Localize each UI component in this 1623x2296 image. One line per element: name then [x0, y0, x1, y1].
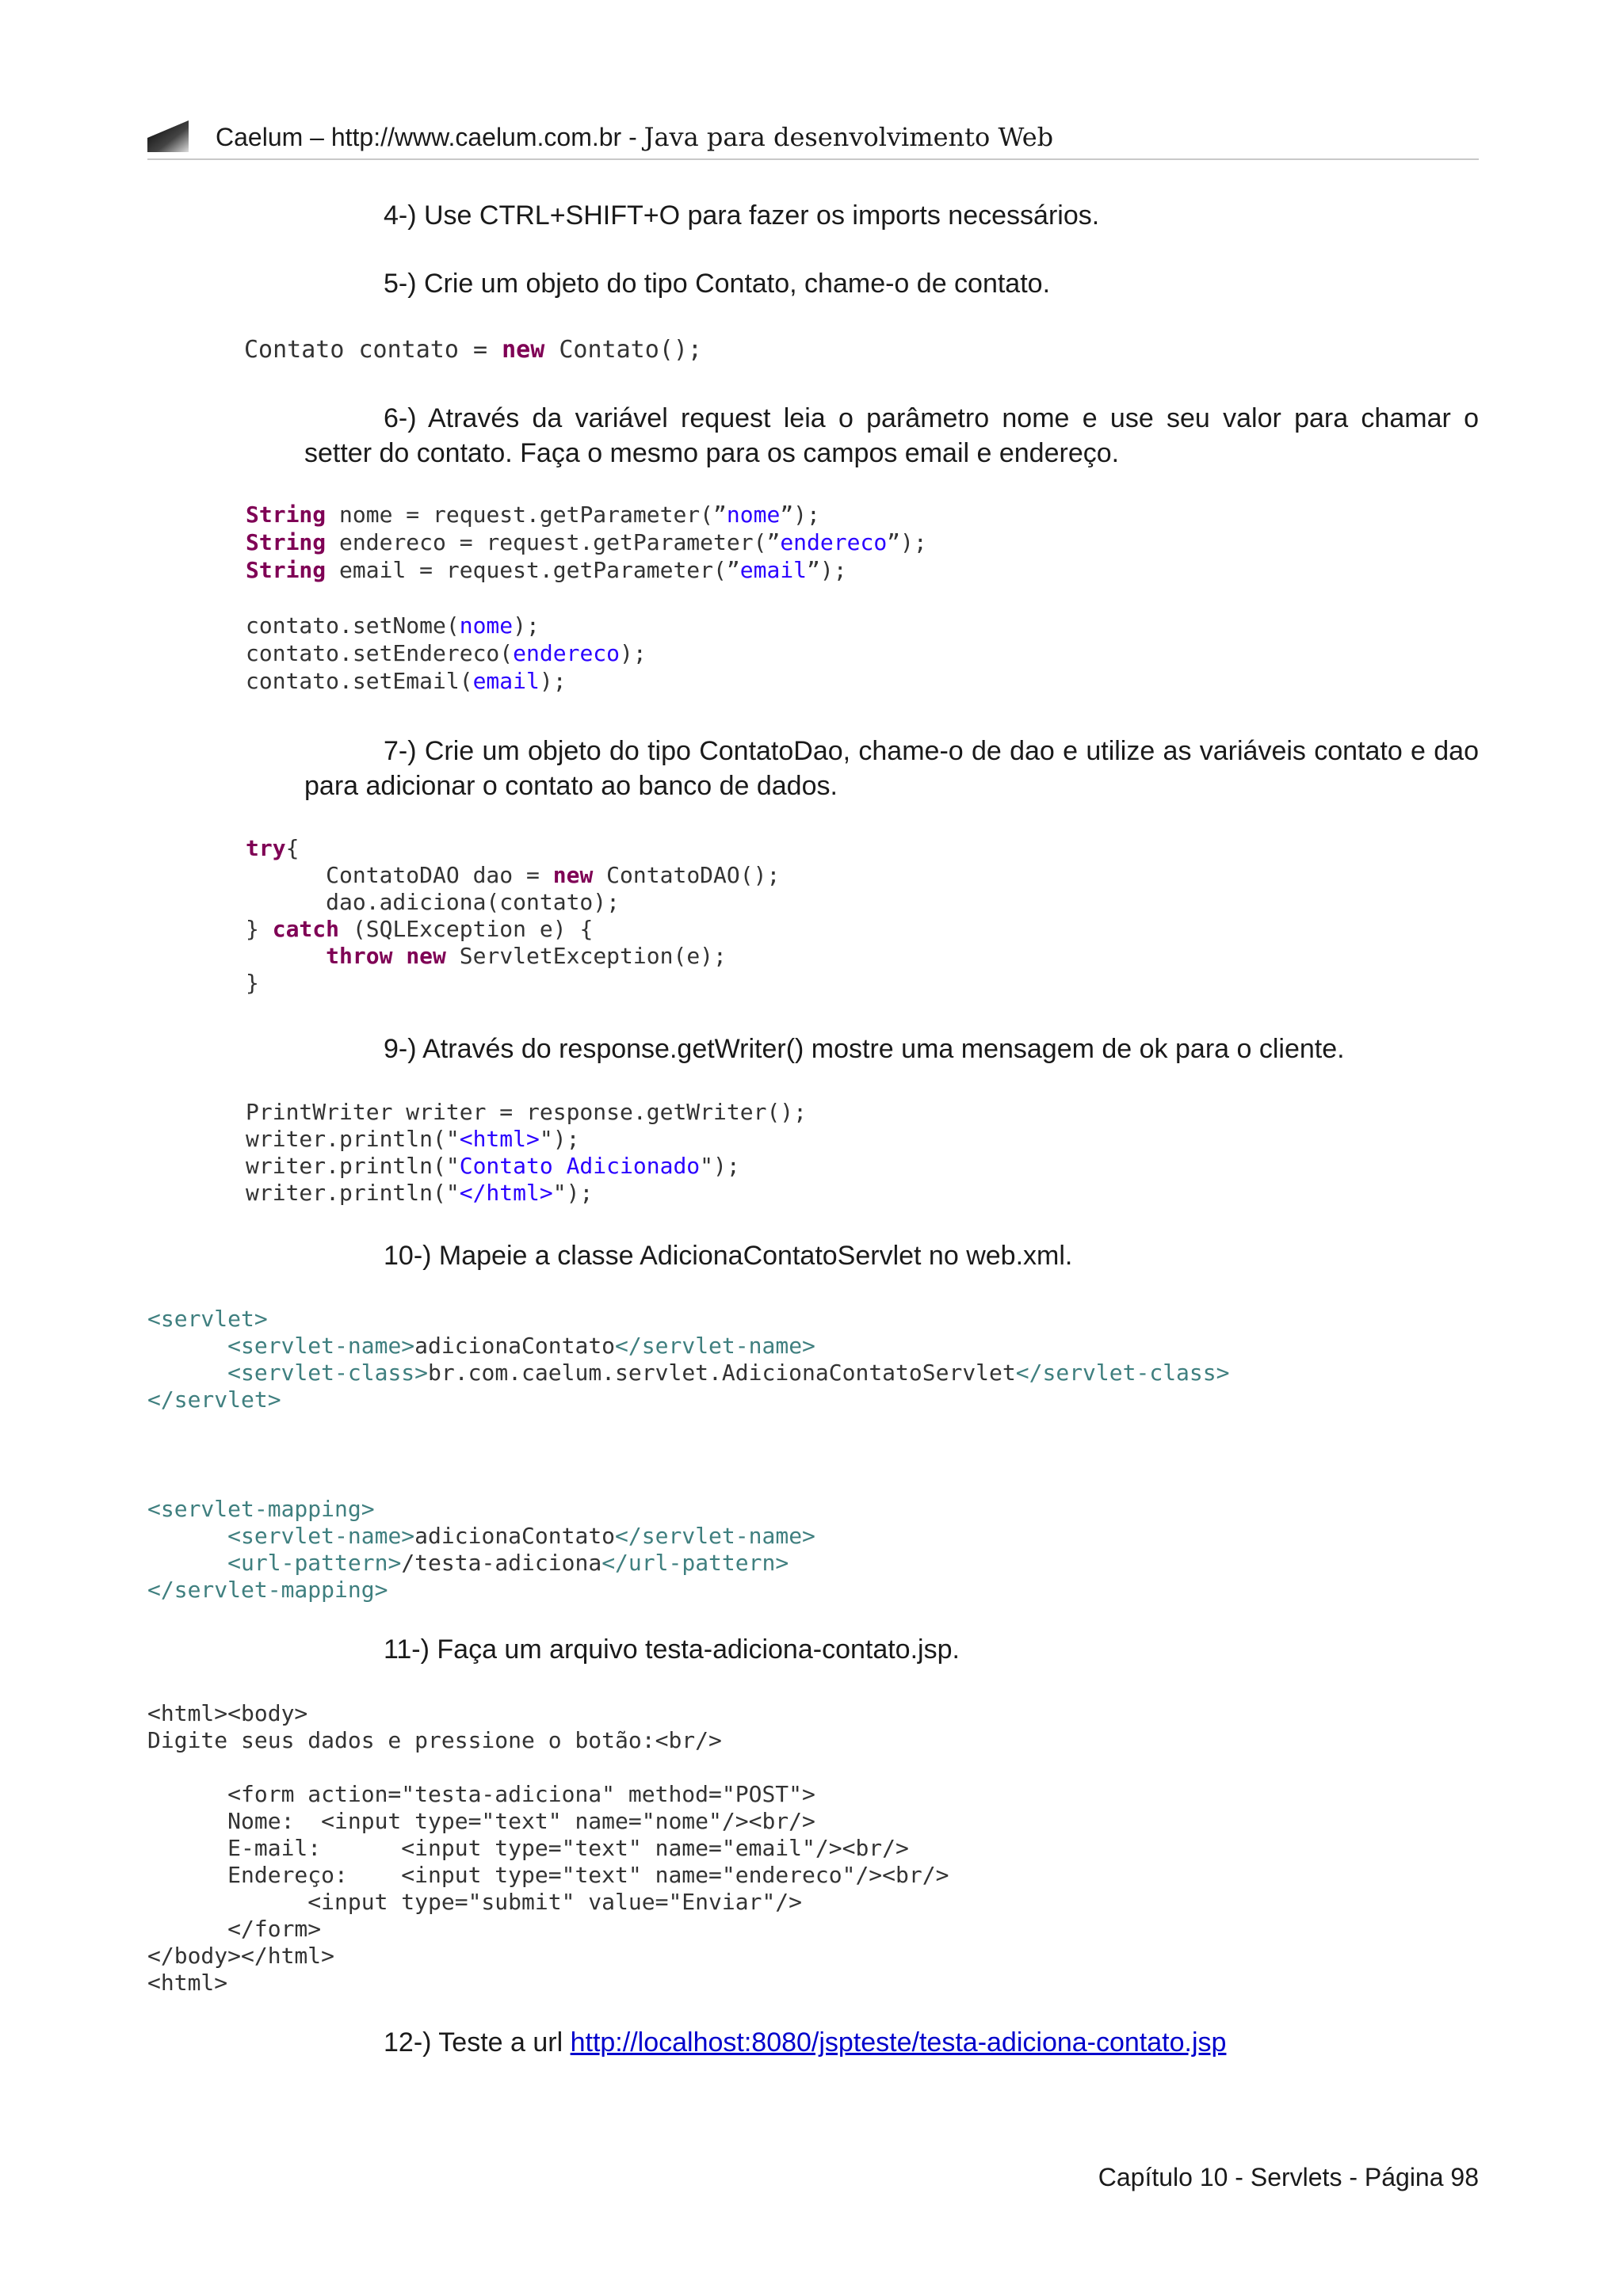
code-text [392, 943, 406, 969]
code-keyword: catch [272, 916, 340, 942]
header-text [216, 122, 1053, 152]
code-text: adicionaContato [414, 1523, 616, 1549]
step-6 [304, 401, 1479, 471]
code-line [246, 501, 927, 528]
header-title: Java para desenvolvimento Web [643, 122, 1054, 152]
code-text: nome = request.getParameter(” [326, 502, 727, 528]
step-4: 4-) Use CTRL+SHIFT+O para fazer os imports necessários. [384, 200, 1100, 231]
code-text: adicionaContato [414, 1333, 616, 1359]
code-line [246, 584, 927, 612]
code-line [147, 1754, 949, 1781]
code-tag: </servlet-name> [615, 1523, 815, 1549]
code-text: Digite seus dados e pressione o botão:<br/> [147, 1727, 722, 1753]
code-line [147, 1700, 949, 1727]
code-text: dao.adiciona(contato); [246, 889, 621, 915]
code-line [246, 667, 927, 695]
step-12 [384, 2025, 1226, 2060]
code-line [147, 1306, 1229, 1333]
code-line [246, 612, 927, 639]
code-text [147, 1523, 227, 1549]
code-line [246, 1180, 807, 1207]
code-text: <html> [147, 1970, 228, 1996]
step-7 [304, 734, 1479, 803]
code-block-servlet-mapping-xml [147, 1496, 815, 1604]
code-string: <html> [459, 1126, 540, 1152]
code-text: "); [700, 1153, 740, 1179]
code-tag: </servlet> [147, 1386, 281, 1413]
code-text: </body></html> [147, 1943, 335, 1969]
code-line [147, 1727, 949, 1754]
code-line [147, 1577, 815, 1604]
code-tag: <servlet-mapping> [147, 1496, 375, 1522]
code-keyword: throw [326, 943, 393, 969]
code-line [246, 639, 927, 667]
code-tag: <servlet-class> [227, 1360, 429, 1386]
code-text: ”); [807, 557, 847, 583]
code-text: "); [552, 1180, 594, 1206]
code-line [147, 1523, 815, 1550]
code-tag: <servlet-name> [227, 1333, 415, 1359]
code-text: ”); [887, 529, 927, 555]
code-line [147, 1360, 1229, 1386]
caelum-logo-icon [147, 120, 189, 152]
code-line [147, 1550, 815, 1577]
code-line [246, 528, 927, 556]
code-tag: </servlet-name> [615, 1333, 815, 1359]
step-10: 10-) Mapeie a classe AdicionaContatoServlet no web.xml. [384, 1241, 1073, 1271]
code-string: </html> [459, 1180, 553, 1206]
code-text: contato.setNome( [246, 612, 460, 639]
test-url-link[interactable]: http://localhost:8080/jspteste/testa-adiciona-contato.jsp [570, 2027, 1227, 2058]
code-text: { [285, 835, 300, 861]
code-text [147, 1333, 227, 1359]
code-text: "); [539, 1126, 580, 1152]
code-text: email = request.getParameter(” [326, 557, 740, 583]
code-text: PrintWriter writer = response.getWriter(); [246, 1099, 808, 1125]
code-text: </form> [147, 1916, 322, 1942]
code-tag: <servlet-name> [227, 1523, 415, 1549]
code-line [244, 337, 702, 364]
code-keyword: String [246, 502, 327, 528]
code-text: ContatoDAO(); [593, 862, 781, 888]
code-text: ContatoDAO dao = [246, 862, 553, 888]
code-string: nome [459, 612, 514, 639]
code-text: writer.println(" [246, 1126, 460, 1152]
code-string: endereco [780, 529, 888, 555]
code-block-jsp [147, 1700, 949, 1997]
code-block-contato [244, 337, 702, 364]
code-text: ); [513, 612, 540, 639]
step-12-label: 12-) Teste a url [384, 2027, 571, 2058]
code-text: Contato(); [544, 336, 702, 364]
code-keyword: try [246, 835, 286, 861]
code-line [147, 1916, 949, 1943]
code-line [147, 1862, 949, 1889]
code-string: email [472, 668, 540, 694]
code-line [147, 1943, 949, 1970]
code-text: } [246, 916, 273, 942]
code-string: Contato Adicionado [459, 1153, 701, 1179]
code-keyword: new [552, 862, 594, 888]
code-line [246, 556, 927, 584]
running-header [147, 117, 1479, 160]
code-text: } [246, 970, 259, 996]
step-5: 5-) Crie um objeto do tipo Contato, chame-o de contato. [384, 269, 1051, 299]
code-keyword: String [246, 557, 327, 583]
code-tag: </url-pattern> [601, 1550, 789, 1576]
code-line [147, 1835, 949, 1862]
code-block-parameters [246, 501, 927, 695]
code-block-servlet-xml [147, 1306, 1229, 1413]
code-line [246, 1153, 807, 1180]
code-text: Contato contato = [244, 336, 502, 364]
step-7-line-1: 7-) Crie um objeto do tipo ContatoDao, chame-o de dao e utilize as variáveis contato e dao [384, 736, 1479, 766]
code-text: <input type="submit" value="Enviar"/> [147, 1889, 803, 1915]
code-text: endereco = request.getParameter(” [326, 529, 781, 555]
code-text: Nome: <input type="text" name="nome"/><br/> [147, 1808, 815, 1834]
code-tag: </servlet-class> [1015, 1360, 1230, 1386]
code-line [246, 1099, 807, 1126]
code-text: E-mail: <input type="text" name="email"/><br/> [147, 1835, 909, 1861]
code-text: ServletException(e); [445, 943, 727, 969]
code-text [246, 943, 326, 969]
code-tag: </servlet-mapping> [147, 1577, 388, 1603]
code-text: /testa-adiciona [401, 1550, 602, 1576]
code-line [246, 970, 780, 997]
step-6-line-1: 6-) Através da variável request leia o parâmetro nome e use seu valor para chamar o [384, 403, 1479, 433]
step-11: 11-) Faça um arquivo testa-adiciona-contato.jsp. [384, 1634, 960, 1665]
code-line [147, 1333, 1229, 1360]
code-keyword: String [246, 529, 327, 555]
code-keyword: new [406, 943, 446, 969]
code-line [147, 1386, 1229, 1413]
code-text: ”); [780, 502, 820, 528]
code-text: ); [620, 640, 647, 666]
code-block-writer [246, 1099, 807, 1207]
code-line [246, 943, 780, 970]
step-7-line-2: para adicionar o contato ao banco de dados. [304, 771, 838, 801]
code-text [147, 1360, 227, 1386]
code-string: nome [726, 502, 781, 528]
code-text: <html><body> [147, 1700, 308, 1726]
code-text [147, 1550, 227, 1576]
code-text: <form action="testa-adiciona" method="POST"> [147, 1781, 815, 1807]
code-line [246, 862, 780, 889]
code-line [246, 889, 780, 916]
code-line [147, 1889, 949, 1916]
code-text: contato.setEndereco( [246, 640, 514, 666]
code-text: contato.setEmail( [246, 668, 473, 694]
code-line [147, 1496, 815, 1523]
code-tag: <servlet> [147, 1306, 268, 1332]
code-line [246, 1126, 807, 1153]
code-text: Endereço: <input type="text" name="endereco"/><br/> [147, 1862, 949, 1888]
code-block-dao [246, 835, 780, 997]
code-text: writer.println(" [246, 1180, 460, 1206]
code-string: endereco [513, 640, 621, 666]
code-text: br.com.caelum.servlet.AdicionaContatoServlet [428, 1360, 1016, 1386]
code-keyword: new [502, 336, 545, 364]
code-tag: <url-pattern> [227, 1550, 402, 1576]
code-line [147, 1808, 949, 1835]
code-line [147, 1781, 949, 1808]
code-line [246, 835, 780, 862]
code-string: email [739, 557, 808, 583]
code-line [147, 1970, 949, 1997]
header-prefix: Caelum – http://www.caelum.com.br - [216, 123, 644, 151]
step-9: 9-) Através do response.getWriter() mostre uma mensagem de ok para o cliente. [384, 1034, 1345, 1064]
step-6-line-2: setter do contato. Faça o mesmo para os campos email e endereço. [304, 438, 1120, 468]
code-line [246, 916, 780, 943]
page-footer: Capítulo 10 - Servlets - Página 98 [1098, 2163, 1479, 2191]
code-text: ); [539, 668, 567, 694]
code-text: (SQLException e) { [339, 916, 594, 942]
code-text: writer.println(" [246, 1153, 460, 1179]
